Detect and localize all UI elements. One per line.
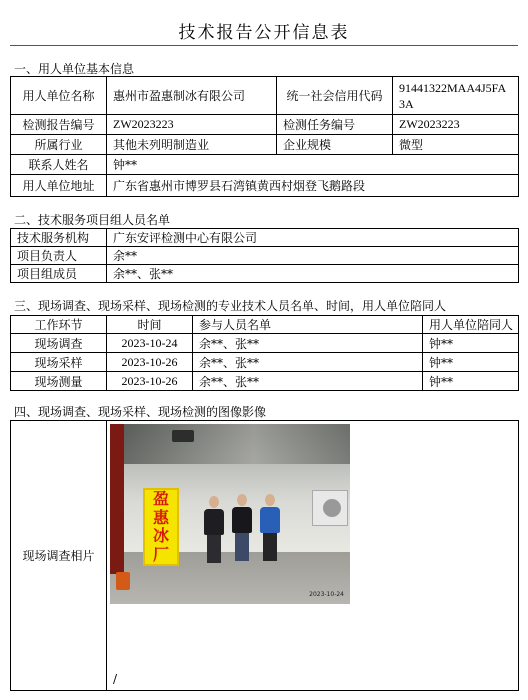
date-cell: 2023-10-24 (107, 334, 193, 353)
photo-wall-shadow (110, 424, 350, 464)
contact-value: 钟** (107, 155, 519, 175)
table-row (11, 155, 519, 175)
table-row (11, 229, 519, 247)
person-figure (204, 496, 224, 563)
service-table (10, 228, 519, 283)
project-members-label: 项目组成员 (11, 265, 107, 283)
participants-cell: 余**、张** (193, 334, 423, 353)
credit-code-value: 91441322MAA4J5FA3A (393, 77, 519, 115)
address-label: 用人单位地址 (11, 175, 107, 197)
participants-cell: 余**、张** (193, 353, 423, 372)
air-conditioner-icon (312, 490, 348, 526)
project-leader-label: 项目负责人 (11, 247, 107, 265)
section-basic-info-heading: 一、用人单位基本信息 (14, 62, 135, 76)
title-divider (10, 45, 518, 46)
task-no-value: ZW2023223 (393, 115, 519, 135)
sign-char: 盈 (152, 489, 169, 509)
service-org-value: 广东安评检测中心有限公司 (107, 229, 519, 247)
project-leader-value: 余** (107, 247, 519, 265)
table-row (11, 115, 519, 135)
column-header: 参与人员名单 (193, 316, 423, 334)
task-no-label: 检测任务编号 (277, 115, 393, 135)
companion-cell: 钟** (423, 372, 519, 391)
person-figure (232, 494, 252, 561)
table-header-row (11, 316, 519, 334)
table-row (11, 334, 519, 353)
companion-cell: 钟** (423, 334, 519, 353)
bucket-icon (116, 572, 130, 590)
section-images-heading: 四、现场调查、现场采样、现场检测的图像影像 (14, 405, 267, 419)
participants-cell: 余**、张** (193, 372, 423, 391)
address-value: 广东省惠州市博罗县石湾镇黄西村烟登飞鹅路段 (107, 175, 519, 197)
date-cell: 2023-10-26 (107, 353, 193, 372)
scale-value: 微型 (393, 135, 519, 155)
table-row (11, 353, 519, 372)
table-row (11, 265, 519, 283)
table-row (11, 175, 519, 197)
section-service-heading: 二、技术服务项目组人员名单 (14, 213, 171, 227)
stage-cell: 现场调查 (11, 334, 107, 353)
basic-info-table (10, 76, 519, 197)
photo-footer: / (113, 672, 118, 686)
person-figure (260, 494, 280, 561)
column-header: 时间 (107, 316, 193, 334)
report-no-value: ZW2023223 (107, 115, 277, 135)
date-cell: 2023-10-26 (107, 372, 193, 391)
contact-label: 联系人姓名 (11, 155, 107, 175)
photo-timestamp: 2023-10-24 (309, 591, 344, 598)
industry-label: 所属行业 (11, 135, 107, 155)
unit-name-label: 用人单位名称 (11, 77, 107, 115)
sign-char: 惠 (152, 507, 169, 527)
companion-cell: 钟** (423, 353, 519, 372)
site-survey-photo (110, 424, 350, 604)
scale-label: 企业规模 (277, 135, 393, 155)
service-org-label: 技术服务机构 (11, 229, 107, 247)
table-row (11, 135, 519, 155)
credit-code-label: 统一社会信用代码 (277, 77, 393, 115)
photo-label: 现场调查相片 (11, 421, 107, 691)
sign-char: 厂 (152, 544, 169, 564)
table-row (11, 77, 519, 115)
lamp-icon (172, 430, 194, 442)
section-fieldwork-heading: 三、现场调查、现场采样、现场检测的专业技术人员名单、时间，用人单位陪同人 (14, 299, 447, 313)
report-no-label: 检测报告编号 (11, 115, 107, 135)
unit-name-value: 惠州市盈惠制冰有限公司 (107, 77, 277, 115)
table-row (11, 247, 519, 265)
fieldwork-table (10, 315, 519, 391)
column-header: 工作环节 (11, 316, 107, 334)
page-title: 技术报告公开信息表 (178, 23, 350, 43)
factory-sign (143, 488, 179, 566)
stage-cell: 现场采样 (11, 353, 107, 372)
project-members-value: 余**、张** (107, 265, 519, 283)
photo-pole (110, 424, 124, 574)
industry-value: 其他未列明制造业 (107, 135, 277, 155)
sign-char: 冰 (152, 526, 169, 546)
column-header: 用人单位陪同人 (423, 316, 519, 334)
table-row (11, 372, 519, 391)
stage-cell: 现场测量 (11, 372, 107, 391)
